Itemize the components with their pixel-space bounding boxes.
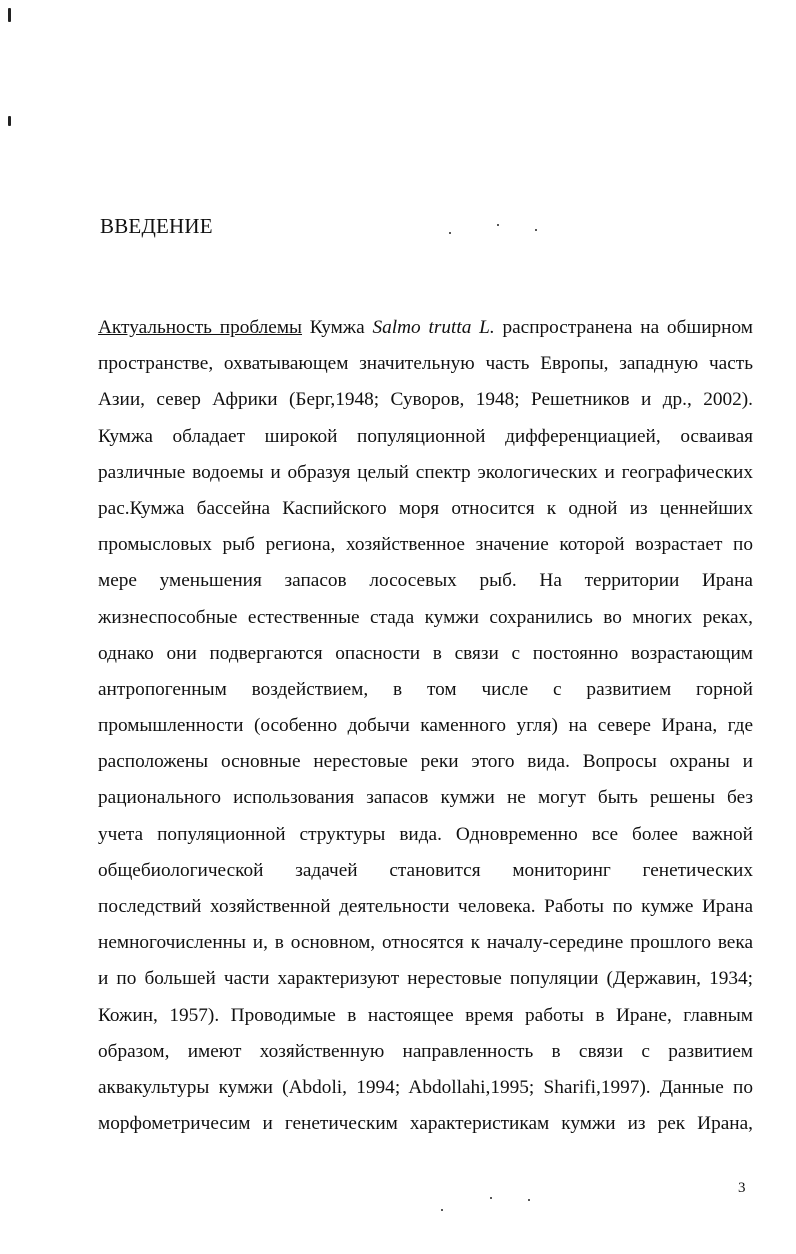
- lead-after-text: Кумжа: [302, 317, 373, 338]
- paragraph-line: мере уменьшения запасов лососевых рыб. На территории Ирана: [98, 570, 753, 592]
- scan-speck: [497, 224, 499, 226]
- paragraph-line: жизнеспособные естественные стада кумжи сохранились во многих реках,: [98, 606, 753, 628]
- paragraph-line: пространстве, охватывающем значительную часть Европы, западную часть: [98, 353, 753, 375]
- paragraph-line: образом, имеют хозяйственную направленность в связи с развитием: [98, 1040, 753, 1062]
- paragraph-line: расположены основные нерестовые реки этого вида. Вопросы охраны и: [98, 751, 753, 773]
- page-number: 3: [738, 1180, 746, 1196]
- paragraph-line: аквакультуры кумжи (Abdoli, 1994; Abdollahi,1995; Sharifi,1997). Данные по: [98, 1076, 753, 1098]
- scan-speck: [535, 229, 537, 231]
- scan-speck: [449, 232, 451, 234]
- species-latin-name: Salmo trutta L.: [372, 317, 495, 338]
- section-heading: ВВЕДЕНИЕ: [100, 214, 213, 238]
- paragraph-line: рас.Кумжа бассейна Каспийского моря относится к одной из ценнейших: [98, 497, 753, 519]
- paragraph-line: немногочисленны и, в основном, относятся к началу-середине прошлого века: [98, 932, 753, 954]
- body-paragraph: [98, 310, 753, 1142]
- paragraph-line: промысловых рыб региона, хозяйственное значение которой возрастает по: [98, 534, 753, 556]
- paragraph-line: последствий хозяйственной деятельности человека. Работы по кумже Ирана: [98, 896, 753, 917]
- scan-speck: [8, 8, 11, 22]
- scan-speck: [441, 1209, 443, 1211]
- scan-speck: [490, 1197, 492, 1199]
- paragraph-line: морфометричесим и генетическим характеристикам кумжи из рек Ирана,: [98, 1113, 753, 1135]
- scan-speck: [528, 1199, 530, 1201]
- paragraph-line: Кожин, 1957). Проводимые в настоящее время работы в Иране, главным: [98, 1004, 753, 1026]
- paragraph-line: Азии, север Африки (Берг,1948; Суворов, 1948; Решетников и др., 2002).: [98, 389, 753, 411]
- paragraph-line: общебиологической задачей становится мониторинг генетических: [98, 859, 753, 881]
- paragraph-line: учета популяционной структуры вида. Одновременно все более важной: [98, 823, 753, 845]
- paragraph-line: однако они подвергаются опасности в связи с постоянно возрастающим: [98, 642, 753, 664]
- first-line-rest: распространена на обширном: [494, 317, 753, 338]
- scan-speck: [8, 116, 11, 126]
- paragraph-line: промышленности (особенно добычи каменного угля) на севере Ирана, где: [98, 715, 753, 737]
- paragraph-line: Кумжа обладает широкой популяционной дифференциацией, осваивая: [98, 425, 753, 447]
- lead-underlined-text: Актуальность проблемы: [98, 317, 303, 338]
- paragraph-line: антропогенным воздействием, в том числе с развитием горной: [98, 678, 753, 700]
- paragraph-line: различные водоемы и образуя целый спектр экологических и географических: [98, 461, 753, 483]
- paragraph-line-first: [98, 310, 753, 346]
- paragraph-line: и по большей части характеризуют нерестовые популяции (Державин, 1934;: [98, 968, 753, 990]
- paragraph-line: рационального использования запасов кумжи не могут быть решены без: [98, 787, 753, 809]
